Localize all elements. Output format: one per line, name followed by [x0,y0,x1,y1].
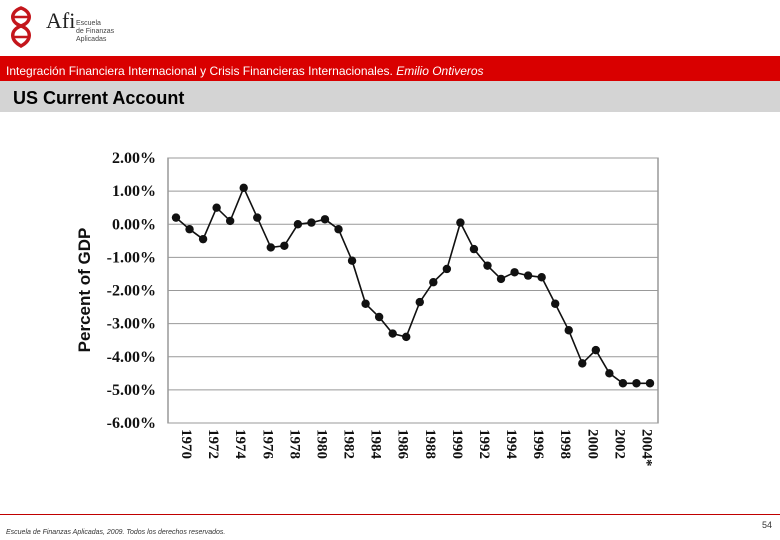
data-point [619,379,627,387]
x-tick-label: 1976 [259,429,276,459]
data-point [348,256,356,264]
data-point [199,235,207,243]
data-point [212,203,220,211]
x-tick-label: 1980 [313,429,330,459]
data-point [578,359,586,367]
x-tick-labels [178,429,654,467]
page-number: 54 [762,520,773,530]
y-tick-label: -6.00% [106,415,156,432]
data-point [267,243,275,251]
y-tick-label: -1.00% [106,249,156,267]
logo-sub-line: de Finanzas [76,28,115,35]
data-point [605,369,613,377]
afi-logo [6,6,136,52]
y-axis-label: Percent of GDP [75,227,94,353]
data-point [321,215,329,223]
x-tick-label: 2000 [584,429,601,459]
y-tick-label: -2.00% [106,282,156,300]
x-tick-label: 1970 [178,429,194,459]
data-point [226,217,234,225]
data-point [470,245,478,253]
y-tick-label: -5.00% [106,381,156,399]
banner-text [6,64,484,78]
data-point [497,275,505,283]
data-point [172,213,180,221]
data-point [240,184,248,192]
y-tick-label: -4.00% [106,348,156,366]
data-point [632,379,640,387]
logo-subtitle [76,20,114,44]
logo-name: Afi [46,8,76,33]
x-tick-label: 2004* [638,429,655,467]
data-point [402,333,410,341]
data-point [483,261,491,269]
data-point [592,346,600,354]
x-tick-label: 2002 [611,429,628,459]
data-point [456,218,464,226]
data-point [646,379,654,387]
afi-knot-icon [6,6,36,48]
data-point [429,278,437,286]
x-tick-label: 1972 [205,429,222,459]
data-point [537,273,545,281]
x-tick-label: 1994 [503,429,520,459]
data-point [375,313,383,321]
logo-sub-line: Aplicadas [76,36,107,43]
x-tick-label: 1990 [448,429,465,459]
data-point [416,298,424,306]
data-point [307,218,315,226]
banner-course-title: Integración Financiera Internacional y Crisis Financieras Internacionales. [6,64,393,78]
x-tick-label: 1982 [340,429,357,459]
x-tick-label: 1988 [421,429,438,459]
y-tick-label: -3.00% [106,315,156,333]
footer-divider [0,514,780,515]
current-account-chart [70,140,690,485]
data-point [361,300,369,308]
x-tick-label: 1986 [394,429,411,459]
banner-author: Emilio Ontiveros [396,64,484,78]
data-point [253,213,261,221]
data-point [334,225,342,233]
slide-title: US Current Account [13,88,185,108]
y-tick-labels [107,150,156,432]
data-point [524,271,532,279]
data-point [565,326,573,334]
x-tick-label: 1974 [232,429,249,459]
data-point [551,300,559,308]
data-point [388,329,396,337]
footer-copyright: Escuela de Finanzas Aplicadas, 2009. Todos los derechos reservados. [6,529,226,536]
data-point [294,220,302,228]
data-point [443,265,451,273]
x-tick-label: 1996 [530,429,547,459]
chart-image [70,140,690,485]
logo-sub-line: Escuela [76,20,101,27]
data-point [280,242,288,250]
y-tick-label: 1.00% [112,183,156,201]
x-tick-label: 1984 [367,429,384,459]
data-point [510,268,518,276]
x-tick-label: 1998 [557,429,574,459]
data-point [185,225,193,233]
x-tick-label: 1992 [475,429,492,459]
y-tick-label: 2.00% [112,150,156,167]
x-tick-label: 1978 [286,429,303,459]
y-tick-label: 0.00% [112,216,156,234]
